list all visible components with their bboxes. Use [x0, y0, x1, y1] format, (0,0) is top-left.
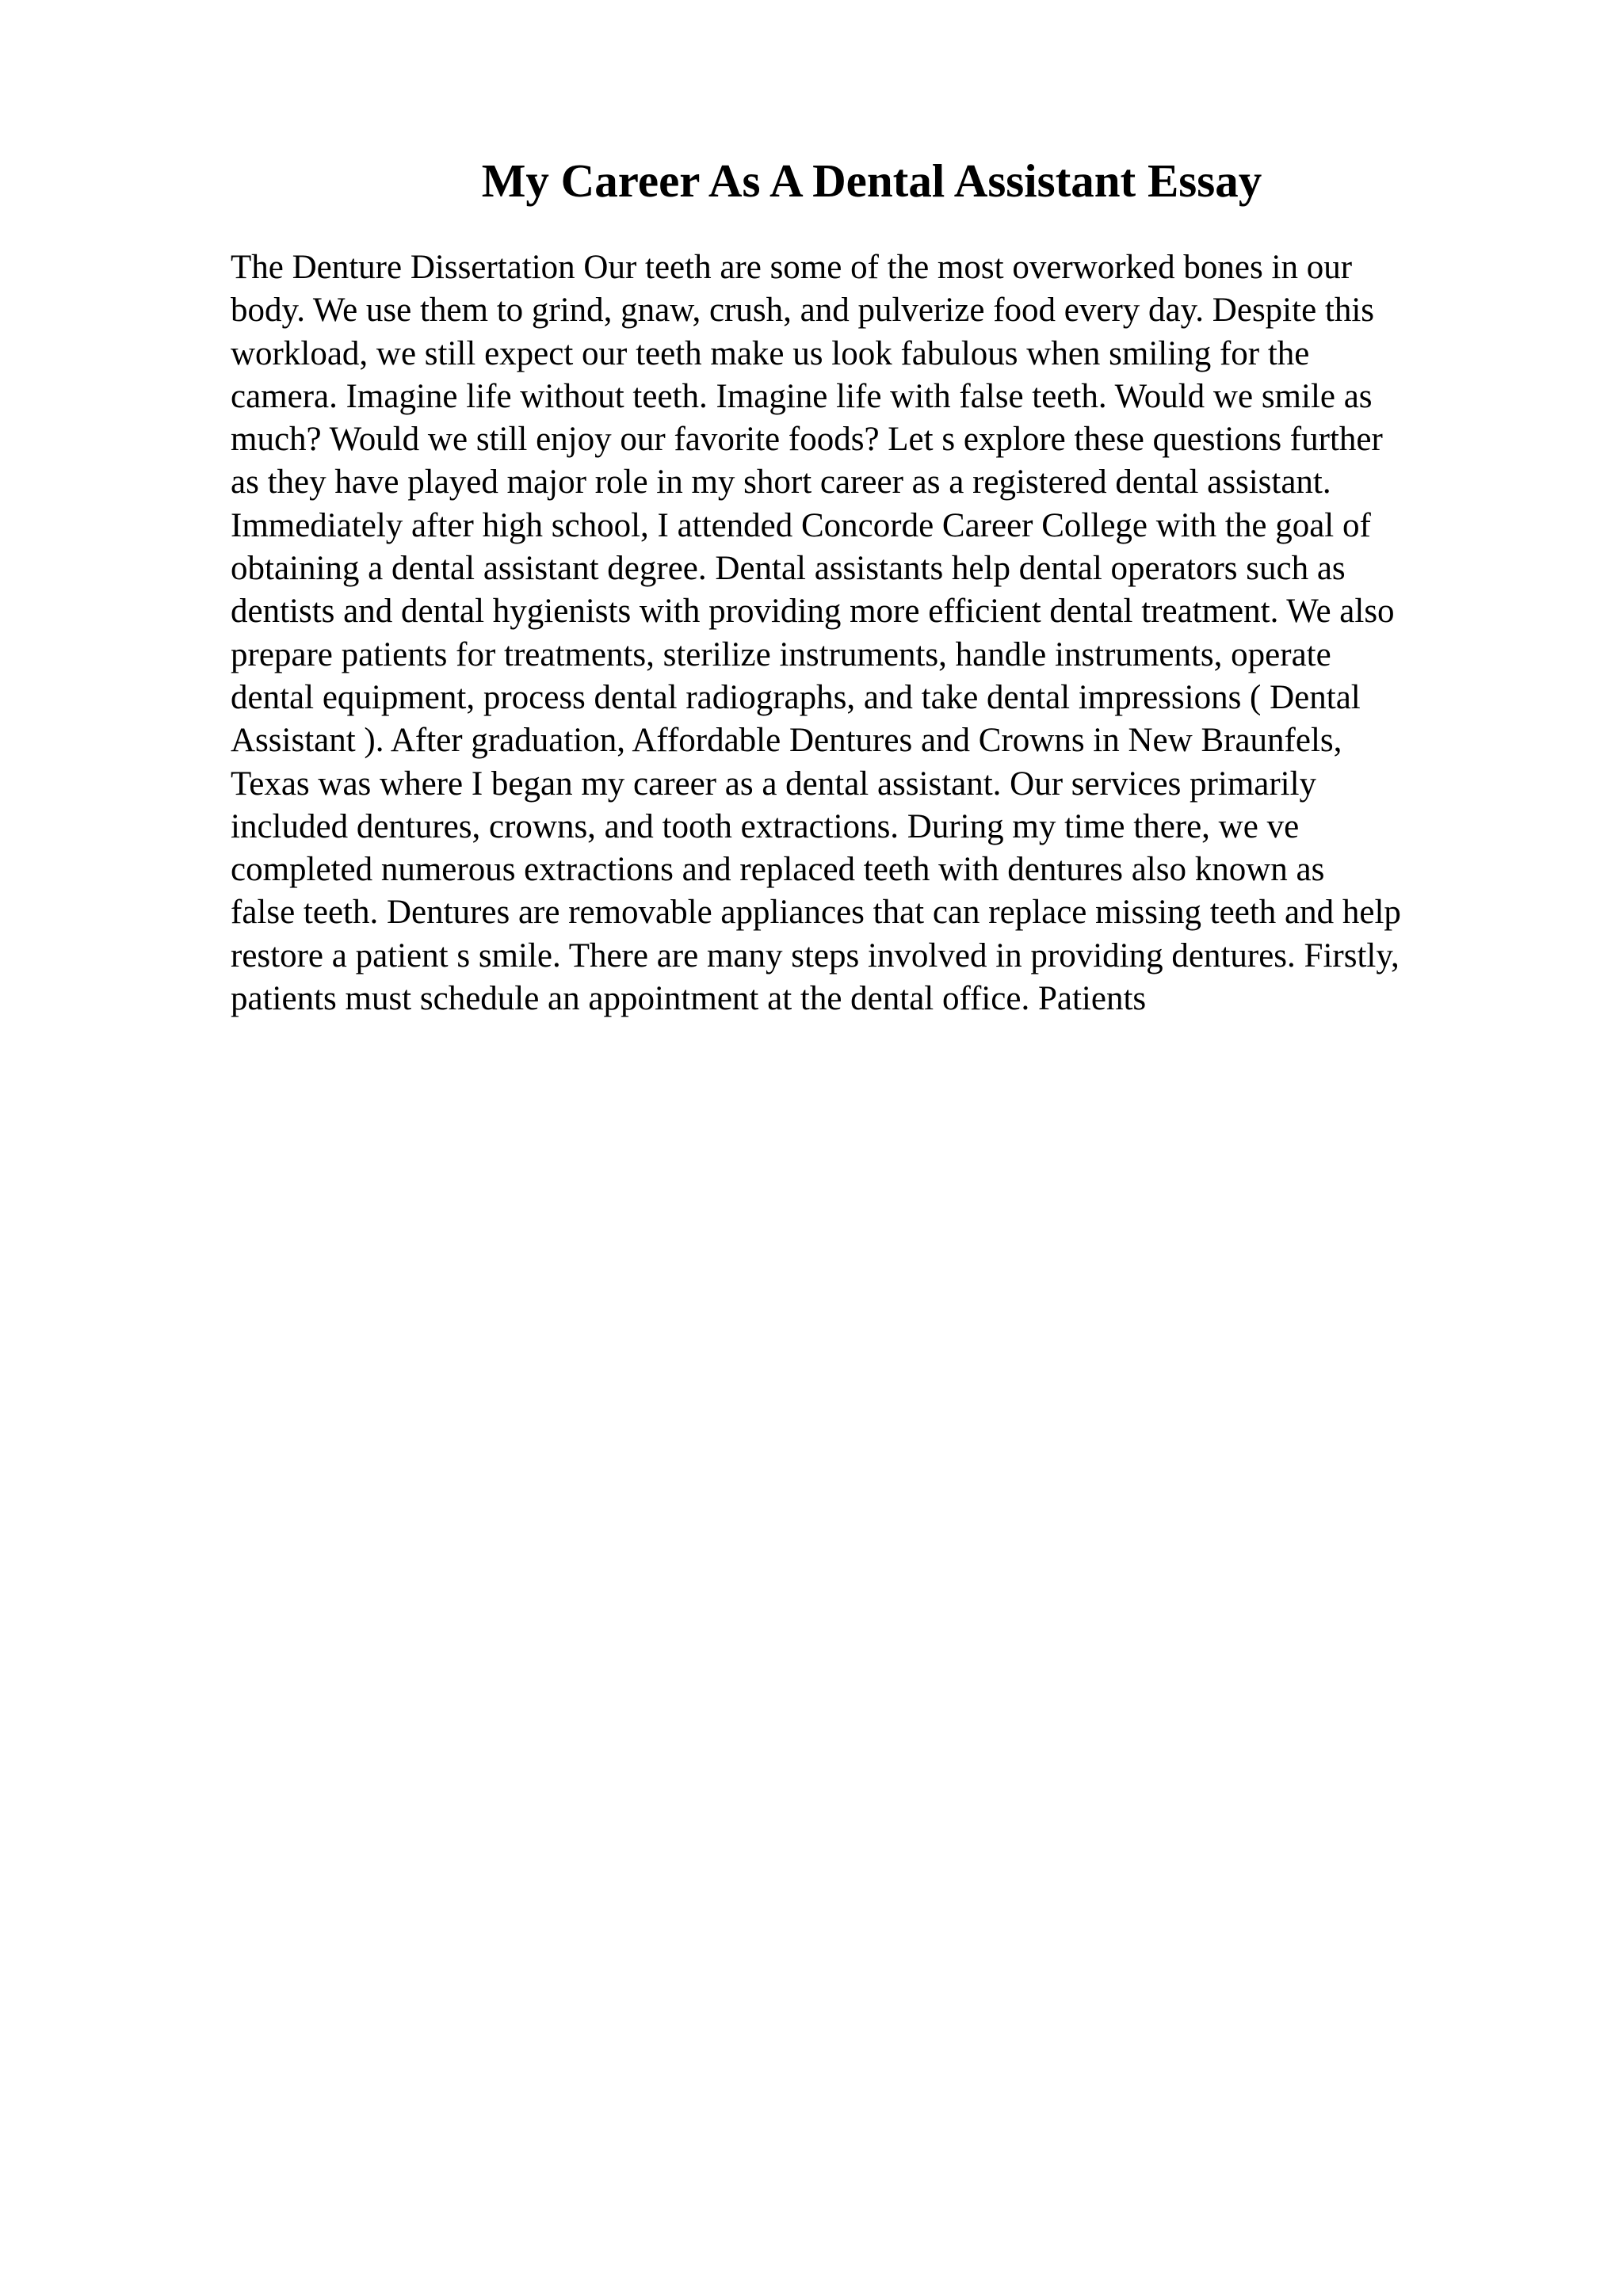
essay-line: restore a patient s smile. There are many steps involved in providing dentures. Firstly, [231, 936, 1400, 974]
essay-line: dentists and dental hygienists with providing more efficient dental treatment. We also [231, 593, 1395, 631]
essay-line: dental equipment, process dental radiographs, and take dental impressions ( Dental [231, 678, 1361, 716]
essay-line: camera. Imagine life without teeth. Imagine life with false teeth. Would we smile as [231, 377, 1373, 415]
essay-line: Texas was where I began my career as a dental assistant. Our services primarily [231, 765, 1317, 803]
essay-line: as they have played major role in my short career as a registered dental assistant. [231, 463, 1331, 502]
essay-line: obtaining a dental assistant degree. Dental assistants help dental operators such as [231, 550, 1346, 588]
essay-title: My Career As A Dental Assistant Essay [481, 154, 1262, 207]
essay-line: workload, we still expect our teeth make us look fabulous when smiling for the [231, 334, 1310, 372]
essay-line: Immediately after high school, I attended Concorde Career College with the goal of [231, 506, 1371, 544]
essay-line: included dentures, crowns, and tooth extractions. During my time there, we ve [231, 807, 1300, 845]
essay-line: body. We use them to grind, gnaw, crush, and pulverize food every day. Despite this [231, 292, 1375, 330]
essay-line: completed numerous extractions and replaced teeth with dentures also known as [231, 851, 1325, 889]
essay-line: much? Would we still enjoy our favorite foods? Let s explore these questions further [231, 421, 1383, 459]
essay-line: prepare patients for treatments, sterilize instruments, handle instruments, operate [231, 635, 1331, 673]
essay-line: patients must schedule an appointment at the dental office. Patients [231, 980, 1147, 1018]
essay-body [231, 246, 1623, 1020]
essay-line: The Denture Dissertation Our teeth are some of the most overworked bones in our [231, 249, 1353, 286]
essay-line: Assistant ). After graduation, Affordable Dentures and Crowns in New Braunfels, [231, 722, 1342, 760]
essay-line: false teeth. Dentures are removable appliances that can replace missing teeth and help [231, 894, 1401, 932]
